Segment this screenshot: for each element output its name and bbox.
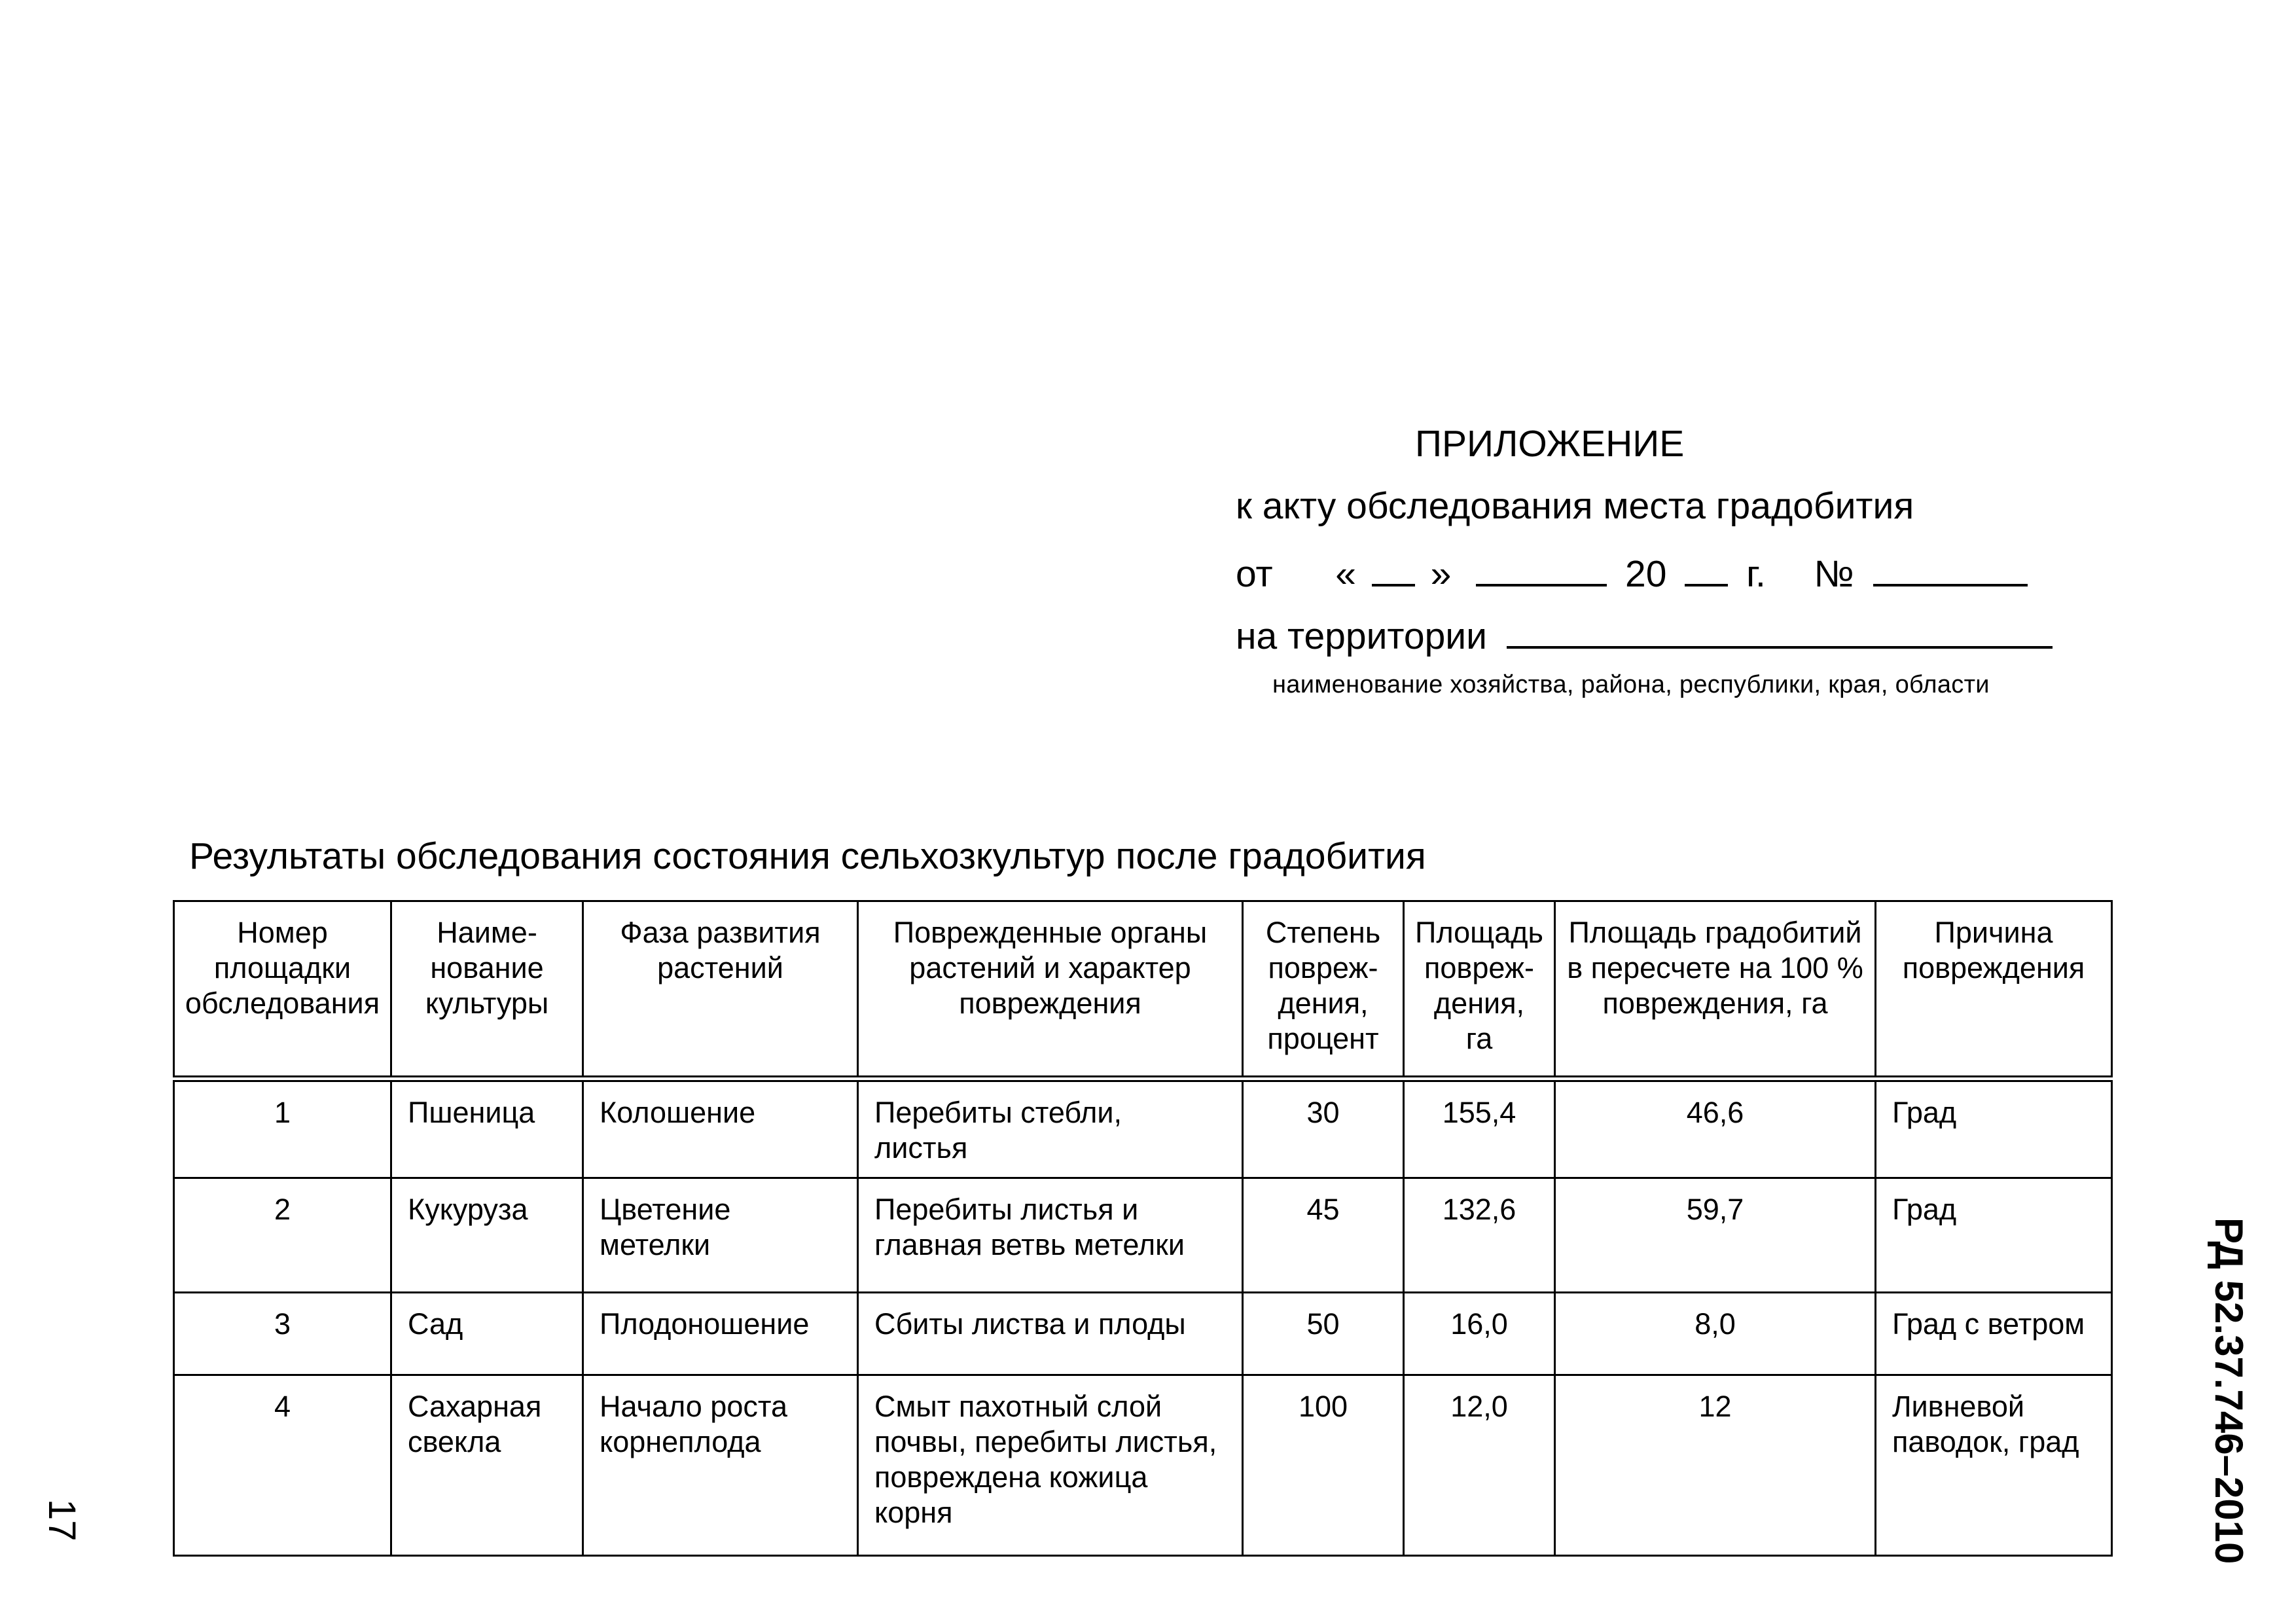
from-label: от xyxy=(1236,553,1273,595)
col-header-culture: Наиме- нование культуры xyxy=(391,901,583,1079)
cell-culture: Сад xyxy=(391,1292,583,1375)
cell-phase: Цветение метелки xyxy=(583,1178,858,1292)
cell-damage-area: 155,4 xyxy=(1404,1079,1555,1178)
date-number-line xyxy=(1236,550,2028,593)
document-code: РД 52.37.746–2010 xyxy=(2207,1218,2251,1564)
year-blank xyxy=(1685,550,1728,586)
month-blank xyxy=(1476,550,1607,586)
cell-cause: Град xyxy=(1876,1178,2112,1292)
cell-cause: Град с ветром xyxy=(1876,1292,2112,1375)
cell-phase: Колошение xyxy=(583,1079,858,1178)
cell-damage-area: 16,0 xyxy=(1404,1292,1555,1375)
table-row xyxy=(174,1178,2112,1292)
cell-area-100: 8,0 xyxy=(1555,1292,1876,1375)
results-table xyxy=(173,900,2113,1557)
cell-cause: Град xyxy=(1876,1079,2112,1178)
open-quote: « xyxy=(1335,553,1356,595)
cell-culture: Кукуруза xyxy=(391,1178,583,1292)
col-header-site-number: Номер площадки обследования xyxy=(174,901,391,1079)
territory-label: на территории xyxy=(1236,615,1487,657)
col-header-area-100: Площадь градобитий в пересчете на 100 % повреждения, га xyxy=(1555,901,1876,1079)
cell-damage-degree: 45 xyxy=(1243,1178,1404,1292)
cell-area-100: 46,6 xyxy=(1555,1079,1876,1178)
cell-area-100: 59,7 xyxy=(1555,1178,1876,1292)
table-row xyxy=(174,1375,2112,1555)
page-number: 17 xyxy=(41,1499,83,1542)
close-quote: » xyxy=(1430,553,1452,595)
cell-site-number: 3 xyxy=(174,1292,391,1375)
cell-site-number: 4 xyxy=(174,1375,391,1555)
cell-damaged-organs: Сбиты листва и плоды xyxy=(858,1292,1243,1375)
col-header-phase: Фаза развития растений xyxy=(583,901,858,1079)
appendix-title: ПРИЛОЖЕНИЕ xyxy=(1415,423,1685,465)
number-sign: № xyxy=(1814,553,1854,595)
cell-damage-area: 12,0 xyxy=(1404,1375,1555,1555)
cell-damage-degree: 30 xyxy=(1243,1079,1404,1178)
year-prefix: 20 xyxy=(1625,553,1667,595)
appendix-subtitle: к акту обследования места градобития xyxy=(1236,485,1914,527)
table-row xyxy=(174,1292,2112,1375)
col-header-damaged-organs: Поврежденные органы растений и характер повреждения xyxy=(858,901,1243,1079)
cell-damage-degree: 100 xyxy=(1243,1375,1404,1555)
col-header-damage-degree: Степень повреж- дения, процент xyxy=(1243,901,1404,1079)
cell-phase: Начало роста корнеплода xyxy=(583,1375,858,1555)
territory-caption: наименование хозяйства, района, республики, края, области xyxy=(1272,671,1990,698)
day-blank xyxy=(1372,550,1415,586)
cell-damaged-organs: Перебиты стебли, листья xyxy=(858,1079,1243,1178)
col-header-damage-area: Площадь повреж- дения, га xyxy=(1404,901,1555,1079)
table-header-row xyxy=(174,901,2112,1079)
table-title: Результаты обследования состояния сельхозкультур после градобития xyxy=(189,835,1426,877)
cell-cause: Ливневой паводок, град xyxy=(1876,1375,2112,1555)
cell-culture: Сахарная свекла xyxy=(391,1375,583,1555)
col-header-cause: Причина повреждения xyxy=(1876,901,2112,1079)
cell-culture: Пшеница xyxy=(391,1079,583,1178)
cell-damage-area: 132,6 xyxy=(1404,1178,1555,1292)
cell-damaged-organs: Перебиты листья и главная ветвь метелки xyxy=(858,1178,1243,1292)
territory-blank xyxy=(1507,612,2053,649)
cell-site-number: 1 xyxy=(174,1079,391,1178)
cell-area-100: 12 xyxy=(1555,1375,1876,1555)
table-row xyxy=(174,1079,2112,1178)
year-suffix: г. xyxy=(1746,553,1766,595)
territory-line xyxy=(1236,612,2053,655)
cell-damage-degree: 50 xyxy=(1243,1292,1404,1375)
cell-phase: Плодоношение xyxy=(583,1292,858,1375)
cell-site-number: 2 xyxy=(174,1178,391,1292)
number-blank xyxy=(1873,550,2028,586)
cell-damaged-organs: Смыт пахотный слой почвы, перебиты листья, повреждена кожица корня xyxy=(858,1375,1243,1555)
